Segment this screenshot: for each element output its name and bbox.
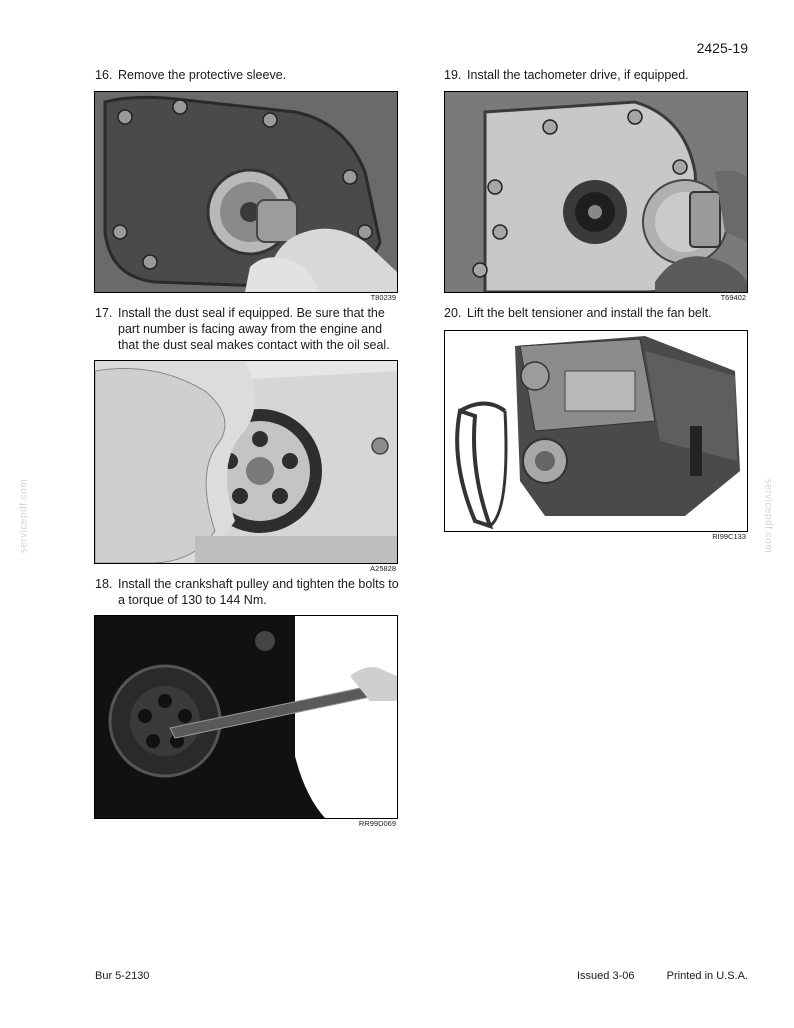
figure-code: A25828: [370, 564, 396, 573]
step-16: [95, 67, 400, 83]
figure-install-fan-belt: [444, 330, 748, 532]
step-text: Install the crankshaft pulley and tighten the bolts to a torque of 130 to 144 Nm.: [118, 577, 399, 607]
figure-install-dust-seal: [94, 360, 398, 564]
watermark-right: servicepdf.com: [762, 478, 774, 554]
figure-remove-protective-sleeve: [94, 91, 398, 293]
step-text: Install the tachometer drive, if equipped.: [467, 68, 689, 82]
figure-install-crankshaft-pulley: [94, 615, 398, 819]
step-number: 18.: [95, 577, 113, 591]
step-text: Remove the protective sleeve.: [118, 68, 287, 82]
footer-doc-code: Bur 5-2130: [95, 970, 150, 982]
step-number: 20.: [444, 306, 462, 320]
figure-code: RR99D069: [358, 819, 396, 828]
step-text: Install the dust seal if equipped. Be sure that the part number is facing away from the engine and that the dust seal makes contact with the oil seal.: [118, 306, 390, 352]
step-19: [444, 67, 749, 83]
watermark-left: servicepdf.com: [18, 478, 30, 554]
step-number: 17.: [95, 306, 113, 320]
step-text: Lift the belt tensioner and install the fan belt.: [467, 306, 712, 320]
step-18: [95, 576, 400, 608]
figure-code: T69402: [720, 293, 746, 302]
step-number: 16.: [95, 68, 113, 82]
footer-issued: Issued 3-06: [577, 970, 635, 982]
figure-install-tachometer-drive: [444, 91, 748, 293]
step-17: [95, 305, 400, 353]
figure-code: RI99C133: [712, 532, 746, 541]
step-20: [444, 305, 749, 321]
figure-code: T80239: [370, 293, 396, 302]
footer-printed: Printed in U.S.A.: [666, 970, 748, 982]
step-number: 19.: [444, 68, 462, 82]
page-number: 2425-19: [696, 40, 748, 56]
